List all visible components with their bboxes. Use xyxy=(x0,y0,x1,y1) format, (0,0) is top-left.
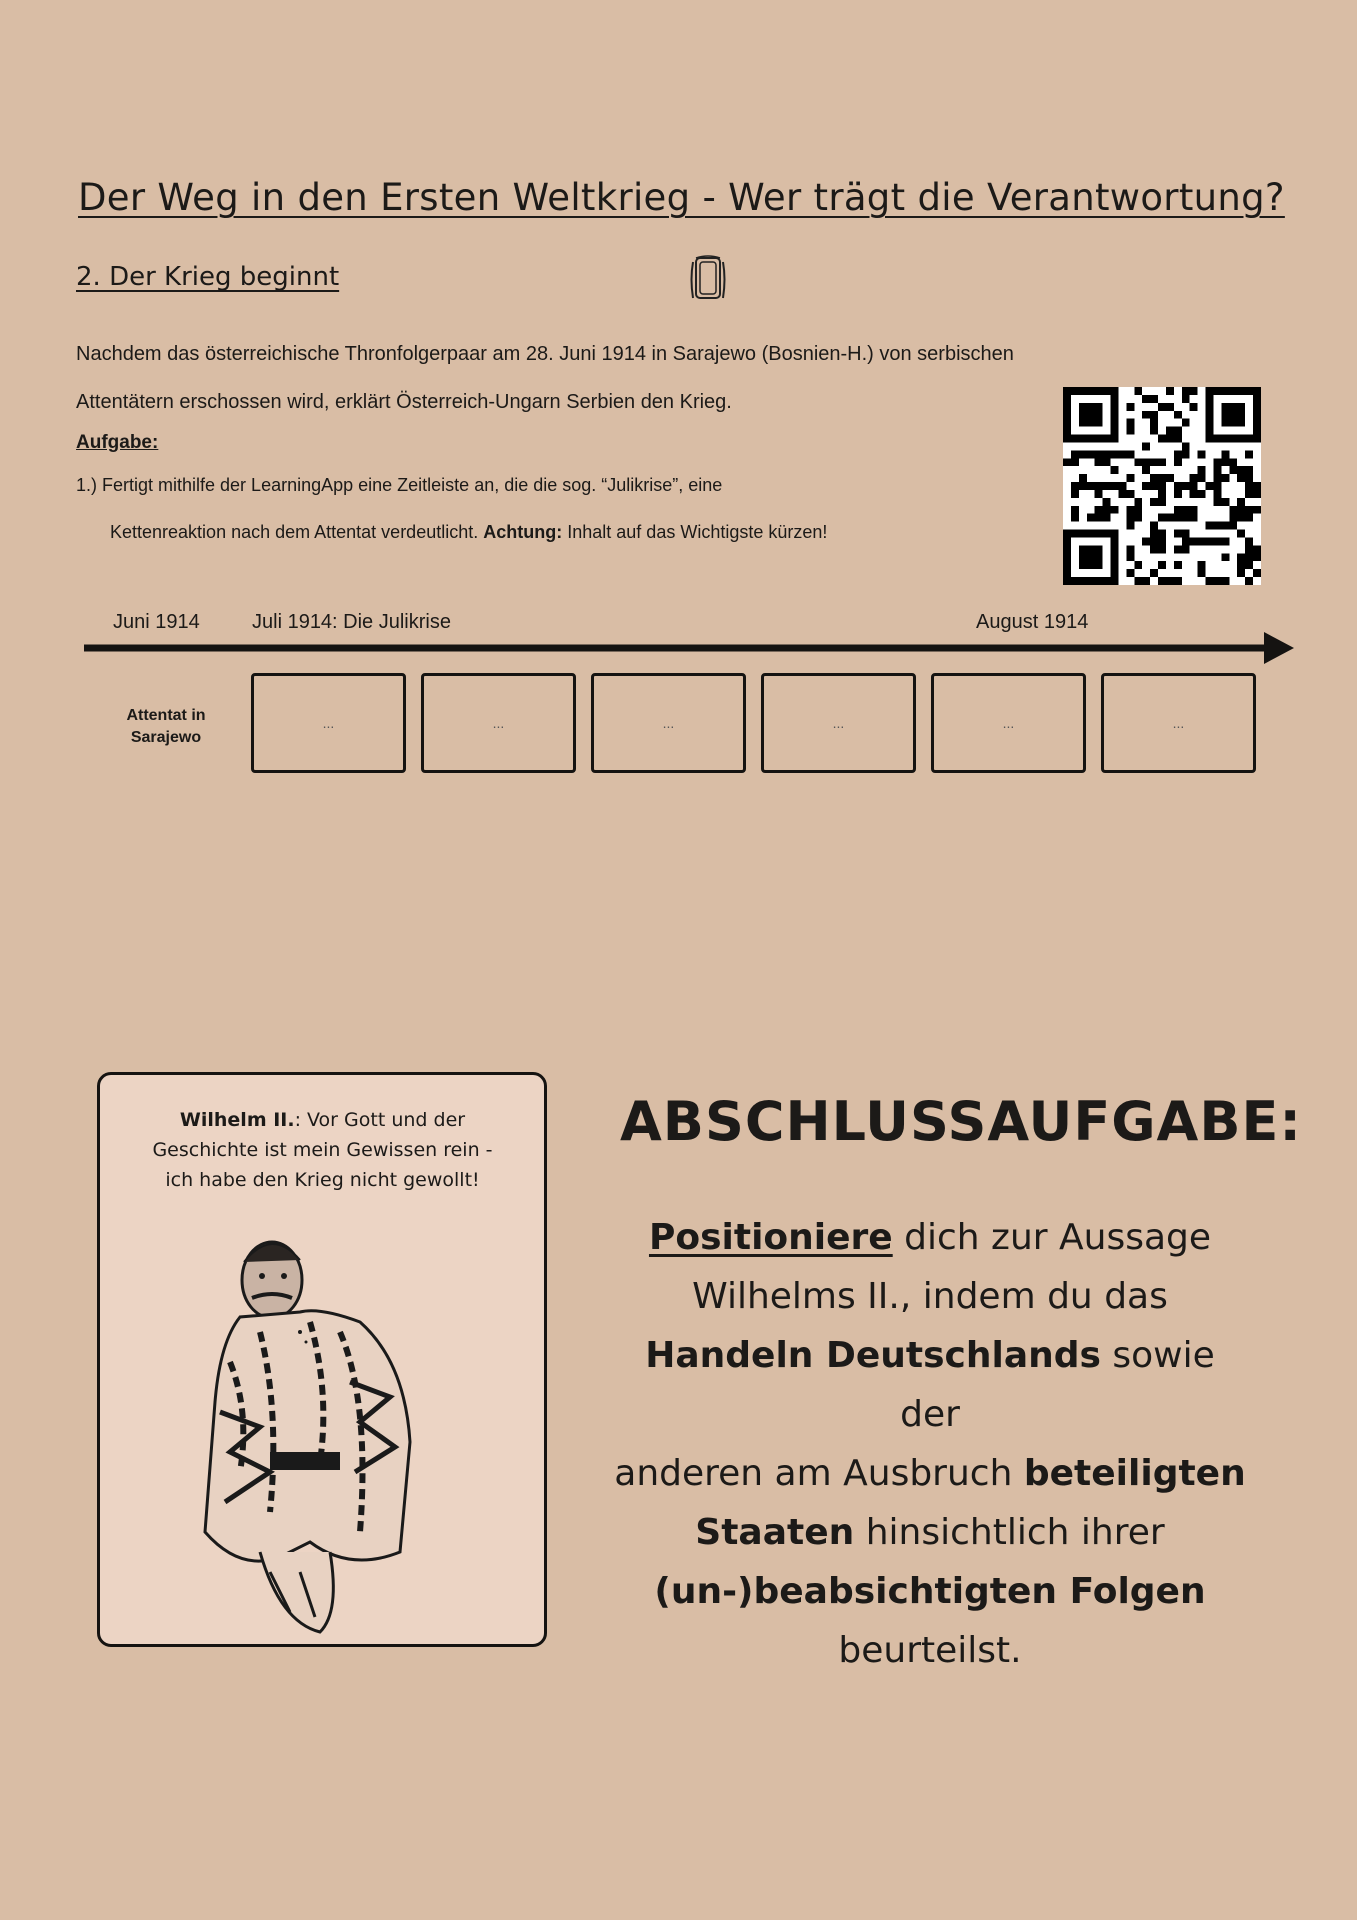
final-task-line-7: beurteilst. xyxy=(838,1630,1022,1671)
book-icon xyxy=(688,254,728,304)
quote-line-2: Geschichte ist mein Gewissen rein - xyxy=(152,1139,493,1161)
final-task-line-3-bold: Handeln Deutschlands xyxy=(645,1335,1101,1376)
final-task-line-3 xyxy=(610,1326,1250,1444)
qr-code[interactable] xyxy=(1063,387,1261,585)
final-task-line-3-text: sowie der xyxy=(900,1335,1215,1435)
final-task-line-6 xyxy=(610,1562,1250,1621)
final-task-keyword: Positioniere xyxy=(648,1217,893,1258)
task-line-2-text: Kettenreaktion nach dem Attentat verdeutlicht. xyxy=(110,522,479,542)
final-task-line-1 xyxy=(610,1208,1250,1267)
timeline-box[interactable]: ... xyxy=(931,673,1086,773)
timeline-box[interactable]: ... xyxy=(591,673,746,773)
intro-line-1: Nachdem das österreichische Thronfolgerpaar am 28. Juni 1914 in Sarajewo (Bosnien-H.) von serbischen xyxy=(76,343,1014,365)
final-task-heading: ABSCHLUSSAUFGABE: xyxy=(620,1090,1302,1153)
final-task-line-5-bold: Staaten xyxy=(695,1512,855,1553)
quote-line-3: ich habe den Krieg nicht gewollt! xyxy=(165,1169,480,1191)
section-subtitle: 2. Der Krieg beginnt xyxy=(76,262,340,292)
final-task-line-6-bold: (un-)beabsichtigten Folgen xyxy=(654,1571,1206,1612)
task-warning-label: Achtung: xyxy=(483,522,563,542)
timeline-box[interactable]: ... xyxy=(421,673,576,773)
final-task-line-4-text: anderen am Ausbruch xyxy=(614,1453,1024,1494)
wilhelm-portrait-illustration xyxy=(200,1212,462,1637)
quote-text xyxy=(110,1105,535,1195)
task-line-1: 1.) Fertigt mithilfe der LearningApp eine Zeitleiste an, die die sog. “Julikrise”, eine xyxy=(76,475,723,495)
final-task-line-5-text: hinsichtlich ihrer xyxy=(854,1512,1165,1553)
task-line-2 xyxy=(110,522,827,543)
timeline-label-juli: Juli 1914: Die Julikrise xyxy=(252,611,451,633)
task-line-2-rest: Inhalt auf das Wichtigste kürzen! xyxy=(567,522,828,542)
final-task-line-4-bold: beteiligten xyxy=(1023,1453,1246,1494)
timeline-label-august: August 1914 xyxy=(976,611,1089,633)
timeline-box[interactable]: ... xyxy=(761,673,916,773)
final-task-line-4 xyxy=(610,1444,1250,1503)
intro-line-2: Attentätern erschossen wird, erklärt Österreich-Ungarn Serbien den Krieg. xyxy=(76,391,732,413)
timeline-box[interactable]: ... xyxy=(1101,673,1256,773)
final-task-line-5 xyxy=(610,1503,1250,1562)
quote-line-1-text: : Vor Gott und der xyxy=(294,1109,466,1131)
timeline-arrow xyxy=(84,630,1294,666)
quote-line-1 xyxy=(110,1105,535,1135)
final-task-body xyxy=(610,1208,1250,1680)
timeline-start-event-line-1: Attentat in xyxy=(126,707,206,724)
timeline-box[interactable]: ... xyxy=(251,673,406,773)
final-task-line-2: Wilhelms II., indem du das xyxy=(692,1276,1168,1317)
final-task-line-1-text: dich zur Aussage xyxy=(892,1217,1212,1258)
timeline-label-juni: Juni 1914 xyxy=(113,611,200,633)
timeline-start-event-line-2: Sarajewo xyxy=(130,729,202,746)
page-title: Der Weg in den Ersten Weltkrieg - Wer trägt die Verantwortung? xyxy=(78,176,1285,219)
timeline-start-event xyxy=(108,705,224,749)
quote-speaker: Wilhelm II. xyxy=(179,1109,295,1131)
task-label: Aufgabe: xyxy=(76,432,159,453)
